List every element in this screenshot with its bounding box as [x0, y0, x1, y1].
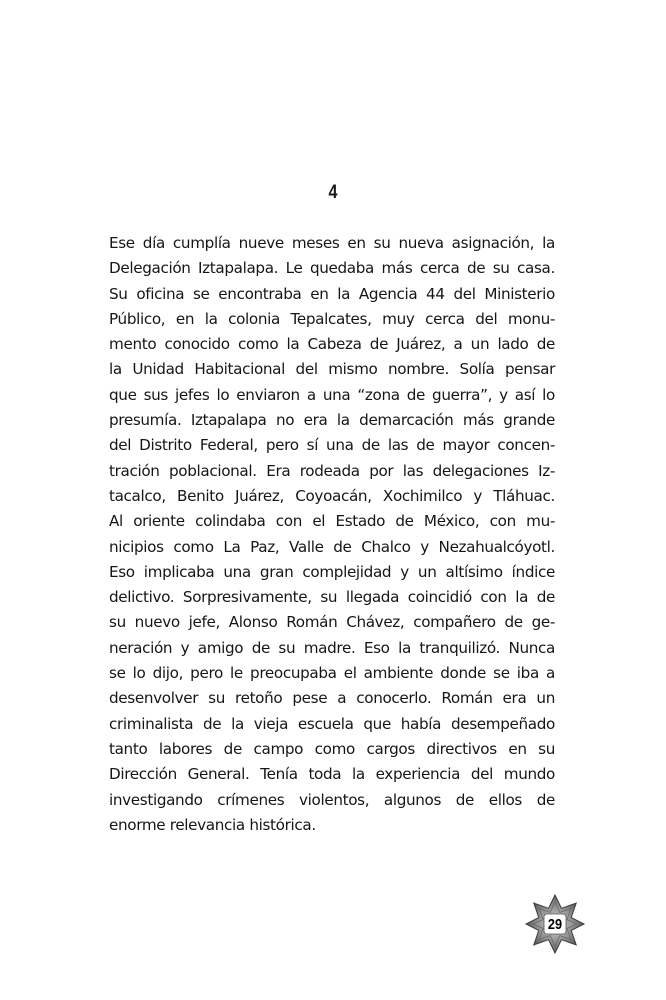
text-line: neración y amigo de su madre. Eso la tranquilizó. Nunca: [109, 638, 555, 657]
text-line: se lo dijo, pero le preocupaba el ambiente donde se iba a: [109, 664, 555, 683]
text-line: presumía. Iztapalapa no era la demarcación más grande: [109, 411, 555, 430]
text-line: Dirección General. Tenía toda la experiencia del mundo: [109, 765, 555, 784]
text-line: Delegación Iztapalapa. Le quedaba más cerca de su casa.: [109, 259, 555, 278]
text-line: Eso implicaba una gran complejidad y un altísimo índice: [109, 562, 555, 581]
text-line: enorme relevancia histórica.: [109, 815, 316, 834]
text-line: Público, en la colonia Tepalcates, muy cerca del monu-: [109, 309, 555, 328]
text-line: la Unidad Habitacional del mismo nombre. Solía pensar: [109, 360, 555, 379]
text-line: tacalco, Benito Juárez, Coyoacán, Xochimilco y Tláhuac.: [109, 486, 555, 505]
page-number: 29: [547, 915, 563, 933]
text-line: mento conocido como la Cabeza de Juárez, a un lado de: [109, 335, 555, 354]
text-line: del Distrito Federal, pero sí una de las de mayor concen-: [109, 436, 555, 455]
text-line: desenvolver su retoño pese a conocerlo. Román era un: [109, 689, 555, 708]
text-line: investigando crímenes violentos, algunos de ellos de: [109, 790, 555, 809]
text-line: su nuevo jefe, Alonso Román Chávez, compañero de ge-: [109, 613, 555, 632]
chapter-number: 4: [328, 182, 338, 203]
body-paragraph: [109, 231, 555, 838]
text-line: que sus jefes lo enviaron a una “zona de guerra”, y así lo: [109, 385, 555, 404]
text-line: Su oficina se encontraba en la Agencia 44 del Ministerio: [109, 284, 555, 303]
text-line: tración poblacional. Era rodeada por las delegaciones Iz-: [109, 461, 555, 480]
text-line: delictivo. Sorpresivamente, su llegada coincidió con la de: [109, 588, 555, 607]
text-line: criminalista de la vieja escuela que había desempeñado: [109, 714, 555, 733]
text-line: tanto labores de campo como cargos directivos en su: [109, 739, 555, 758]
text-line: Ese día cumplía nueve meses en su nueva asignación, la: [109, 234, 555, 252]
text-line: nicipios como La Paz, Valle de Chalco y Nezahualcóyotl.: [109, 537, 555, 556]
page-number-badge: [524, 893, 586, 955]
text-line: Al oriente colindaba con el Estado de México, con mu-: [109, 512, 555, 531]
